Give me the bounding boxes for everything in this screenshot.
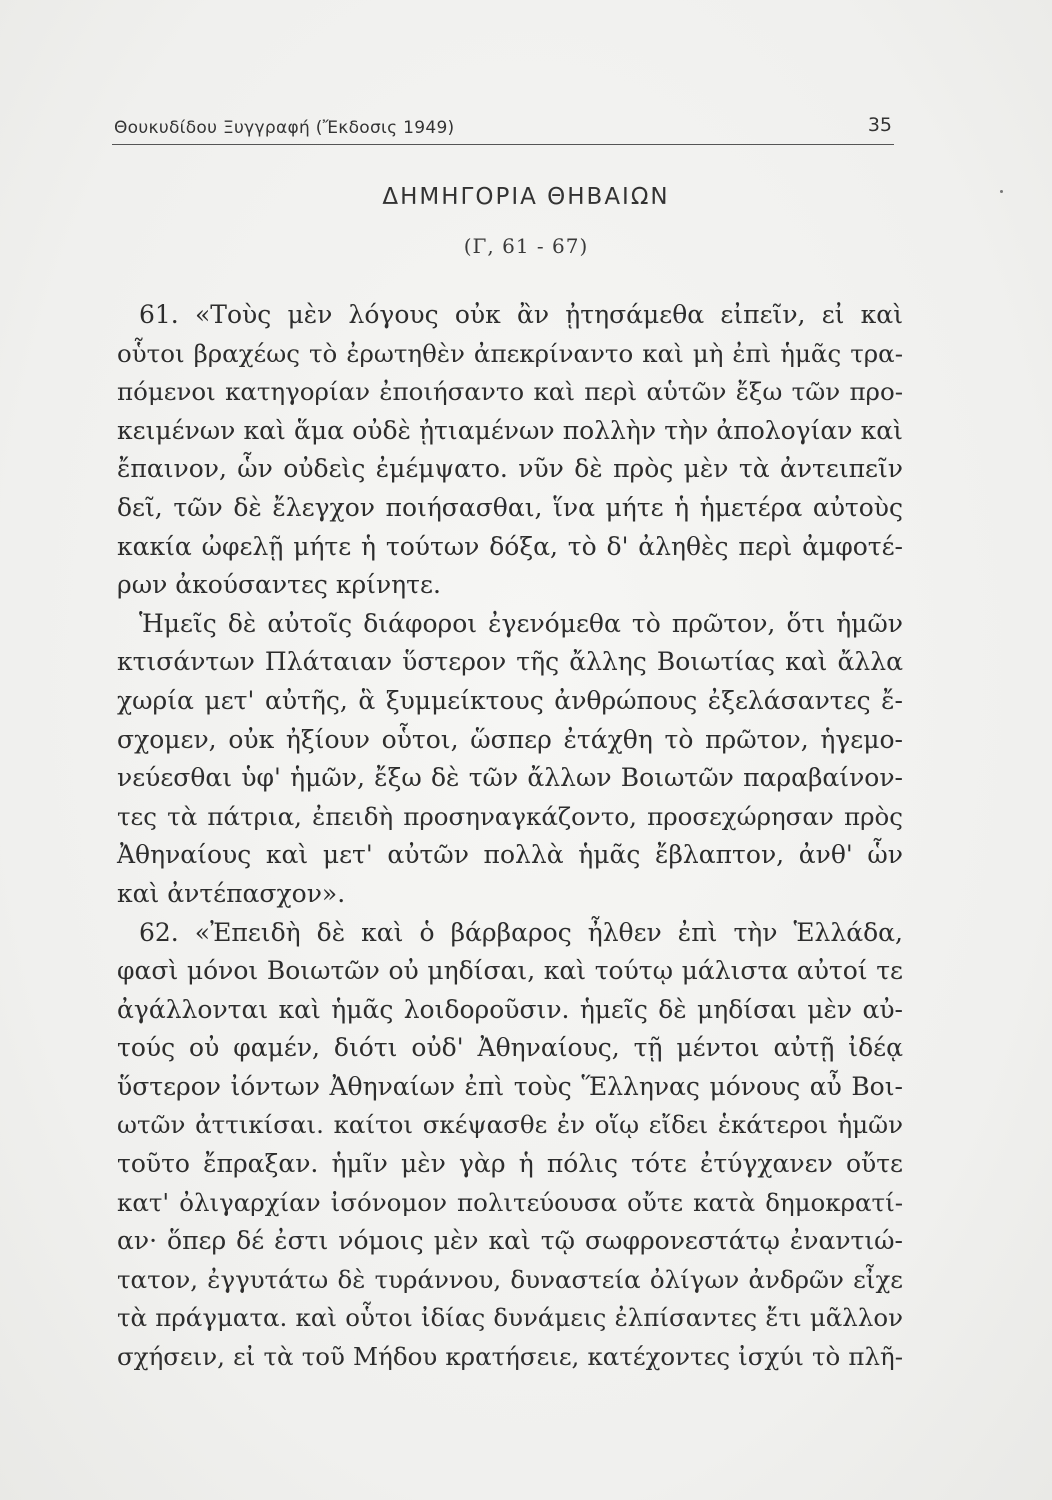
text-line: αν· ὅπερ δέ ἐστι νόμοις μὲν καὶ τῷ σωφρονεστάτῳ ἐναντιώ- <box>117 1226 903 1256</box>
text-line: τὰ πράγματα. καὶ οὗτοι ἰδίας δυνάμεις ἐλπίσαντες ἔτι μᾶλλον <box>117 1303 903 1333</box>
text-line: φασὶ μόνοι Βοιωτῶν οὐ μηδίσαι, καὶ τούτῳ μάλιστα αὐτοί τε <box>117 956 903 986</box>
text-line: κακία ὠφελῇ μήτε ἡ τούτων δόξα, τὸ δ' ἀληθὲς περὶ ἀμφοτέ- <box>117 531 903 561</box>
text-line: τούς οὐ φαμέν, διότι οὐδ' Ἀθηναίους, τῇ μέντοι αὐτῇ ἰδέᾳ <box>117 1033 903 1063</box>
text-line: κτισάντων Πλάταιαν ὕστερον τῆς ἄλλης Βοιωτίας καὶ ἄλλα <box>117 647 903 677</box>
running-header <box>112 114 894 145</box>
text-line: 61. «Τοὺς μὲν λόγους οὐκ ἂν ᾐτησάμεθα εἰπεῖν, εἰ καὶ <box>139 300 903 329</box>
page-number: 35 <box>867 114 892 136</box>
text-line: τες τὰ πάτρια, ἐπειδὴ προσηναγκάζοντο, προσεχώρησαν πρὸς <box>117 801 903 831</box>
paper-speck <box>1000 190 1003 193</box>
text-line: σχήσειν, εἰ τὰ τοῦ Μήδου κρατήσειε, κατέχοντες ἰσχύι τὸ πλῆ- <box>117 1342 903 1372</box>
text-line: πόμενοι κατηγορίαν ἐποιήσαντο καὶ περὶ αὑτῶν ἔξω τῶν προ- <box>117 377 903 407</box>
text-line: κειμένων καὶ ἅμα οὐδὲ ᾐτιαμένων πολλὴν τὴν ἀπολογίαν καὶ <box>117 415 903 445</box>
body-text <box>117 296 903 1377</box>
running-title: Θουκυδίδου Ξυγγραφή (Ἔκδοσις 1949) <box>114 118 455 138</box>
text-line: τοῦτο ἔπραξαν. ἡμῖν μὲν γὰρ ἡ πόλις τότε ἐτύγχανεν οὔτε <box>117 1149 903 1179</box>
section-heading: ΔΗΜΗΓΟΡΙΑ ΘΗΒΑΙΩΝ <box>382 184 670 210</box>
section-reference: (Γ, 61 - 67) <box>463 234 589 258</box>
text-line: ὕστερον ἰόντων Ἀθηναίων ἐπὶ τοὺς Ἕλληνας μόνους αὖ Βοι- <box>117 1071 903 1101</box>
text-line: ἀγάλλονται καὶ ἡμᾶς λοιδοροῦσιν. ἡμεῖς δὲ μηδίσαι μὲν αὐ- <box>117 994 903 1024</box>
text-line: ωτῶν ἀττικίσαι. καίτοι σκέψασθε ἐν οἵῳ εἴδει ἑκάτεροι ἡμῶν <box>117 1110 903 1140</box>
text-line: σχομεν, οὐκ ἠξίουν οὗτοι, ὥσπερ ἐτάχθη τὸ πρῶτον, ἡγεμο- <box>117 724 903 754</box>
text-line: νεύεσθαι ὑφ' ἡμῶν, ἔξω δὲ τῶν ἄλλων Βοιωτῶν παραβαίνον- <box>117 763 903 793</box>
text-line: ρων ἀκούσαντες κρίνητε. <box>117 570 441 600</box>
text-line: οὗτοι βραχέως τὸ ἐρωτηθὲν ἀπεκρίναντο καὶ μὴ ἐπὶ ἡμᾶς τρα- <box>117 338 903 368</box>
text-line: καὶ ἀντέπασχον». <box>117 878 346 908</box>
text-line: κατ' ὀλιγαρχίαν ἰσόνομον πολιτεύουσα οὔτε κατὰ δημοκρατί- <box>117 1187 903 1217</box>
text-line: Ἡμεῖς δὲ αὐτοῖς διάφοροι ἐγενόμεθα τὸ πρῶτον, ὅτι ἡμῶν <box>139 608 903 638</box>
text-line: τατον, ἐγγυτάτω δὲ τυράννου, δυναστεία ὀλίγων ἀνδρῶν εἶχε <box>117 1264 903 1294</box>
text-line: 62. «Ἐπειδὴ δὲ καὶ ὁ βάρβαρος ἦλθεν ἐπὶ τὴν Ἑλλάδα, <box>139 917 903 947</box>
text-line: Ἀθηναίους καὶ μετ' αὐτῶν πολλὰ ἡμᾶς ἔβλαπτον, ἀνθ' ὧν <box>117 840 903 870</box>
text-line: δεῖ, τῶν δὲ ἔλεγχον ποιήσασθαι, ἵνα μήτε ἡ ἡμετέρα αὐτοὺς <box>117 492 903 522</box>
text-line: χωρία μετ' αὐτῆς, ἃ ξυμμείκτους ἀνθρώπους ἐξελάσαντες ἔ- <box>117 685 903 715</box>
text-line: ἔπαινον, ὧν οὐδεὶς ἐμέμψατο. νῦν δὲ πρὸς μὲν τὰ ἀντειπεῖν <box>117 454 903 484</box>
